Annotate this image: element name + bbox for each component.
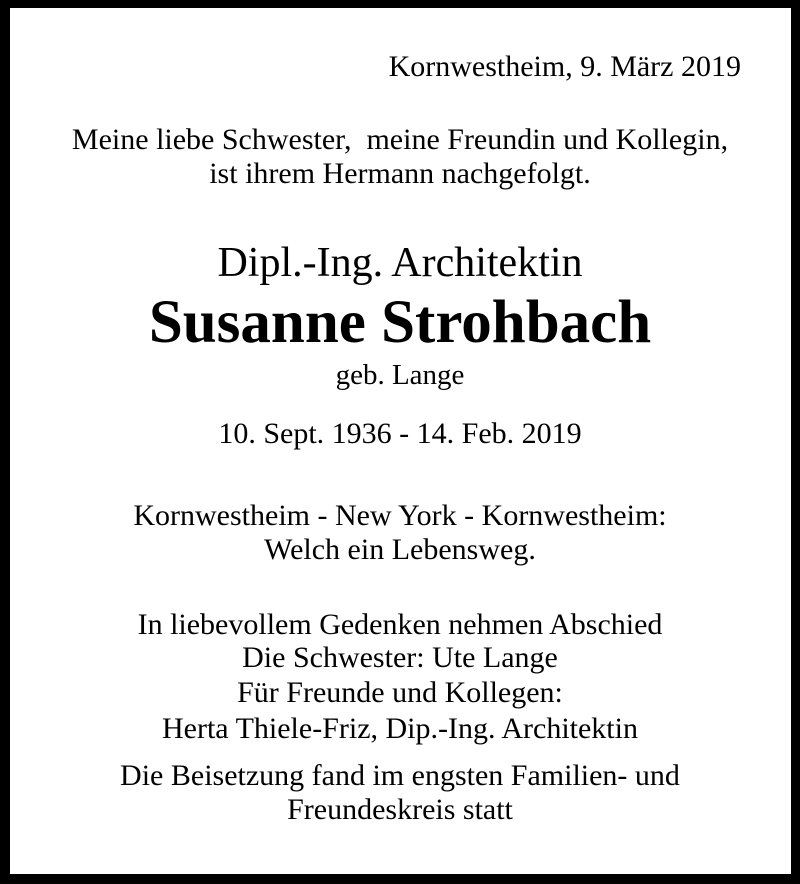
deceased-title: Dipl.-Ing. Architektin — [217, 240, 583, 286]
life-path-line-1: Kornwestheim - New York - Kornwestheim: — [133, 499, 667, 532]
burial-note-line-1: Die Beisetzung fand im engsten Familien- und — [120, 759, 680, 792]
burial-note-line-2: Freundeskreis statt — [287, 793, 513, 826]
mourners-line-2: Die Schwester: Ute Lange — [242, 641, 558, 674]
life-dates: 10. Sept. 1936 - 14. Feb. 2019 — [218, 417, 582, 450]
mourners-line-1: In liebevollem Gedenken nehmen Abschied — [137, 608, 663, 641]
mourners-line-3: Für Freunde und Kollegen: — [237, 676, 563, 709]
intro-line-2: ist ihrem Hermann nachgefolgt. — [209, 157, 591, 190]
intro-line-1: Meine liebe Schwester, meine Freundin und Kollegin, — [71, 123, 729, 156]
mourners-line-4: Herta Thiele-Friz, Dip.-Ing. Architektin — [162, 712, 638, 745]
maiden-name: geb. Lange — [335, 359, 465, 391]
deceased-name: Susanne Strohbach — [148, 289, 652, 356]
life-path-line-2: Welch ein Lebensweg. — [264, 533, 536, 566]
place-date: Kornwestheim, 9. März 2019 — [388, 50, 741, 83]
